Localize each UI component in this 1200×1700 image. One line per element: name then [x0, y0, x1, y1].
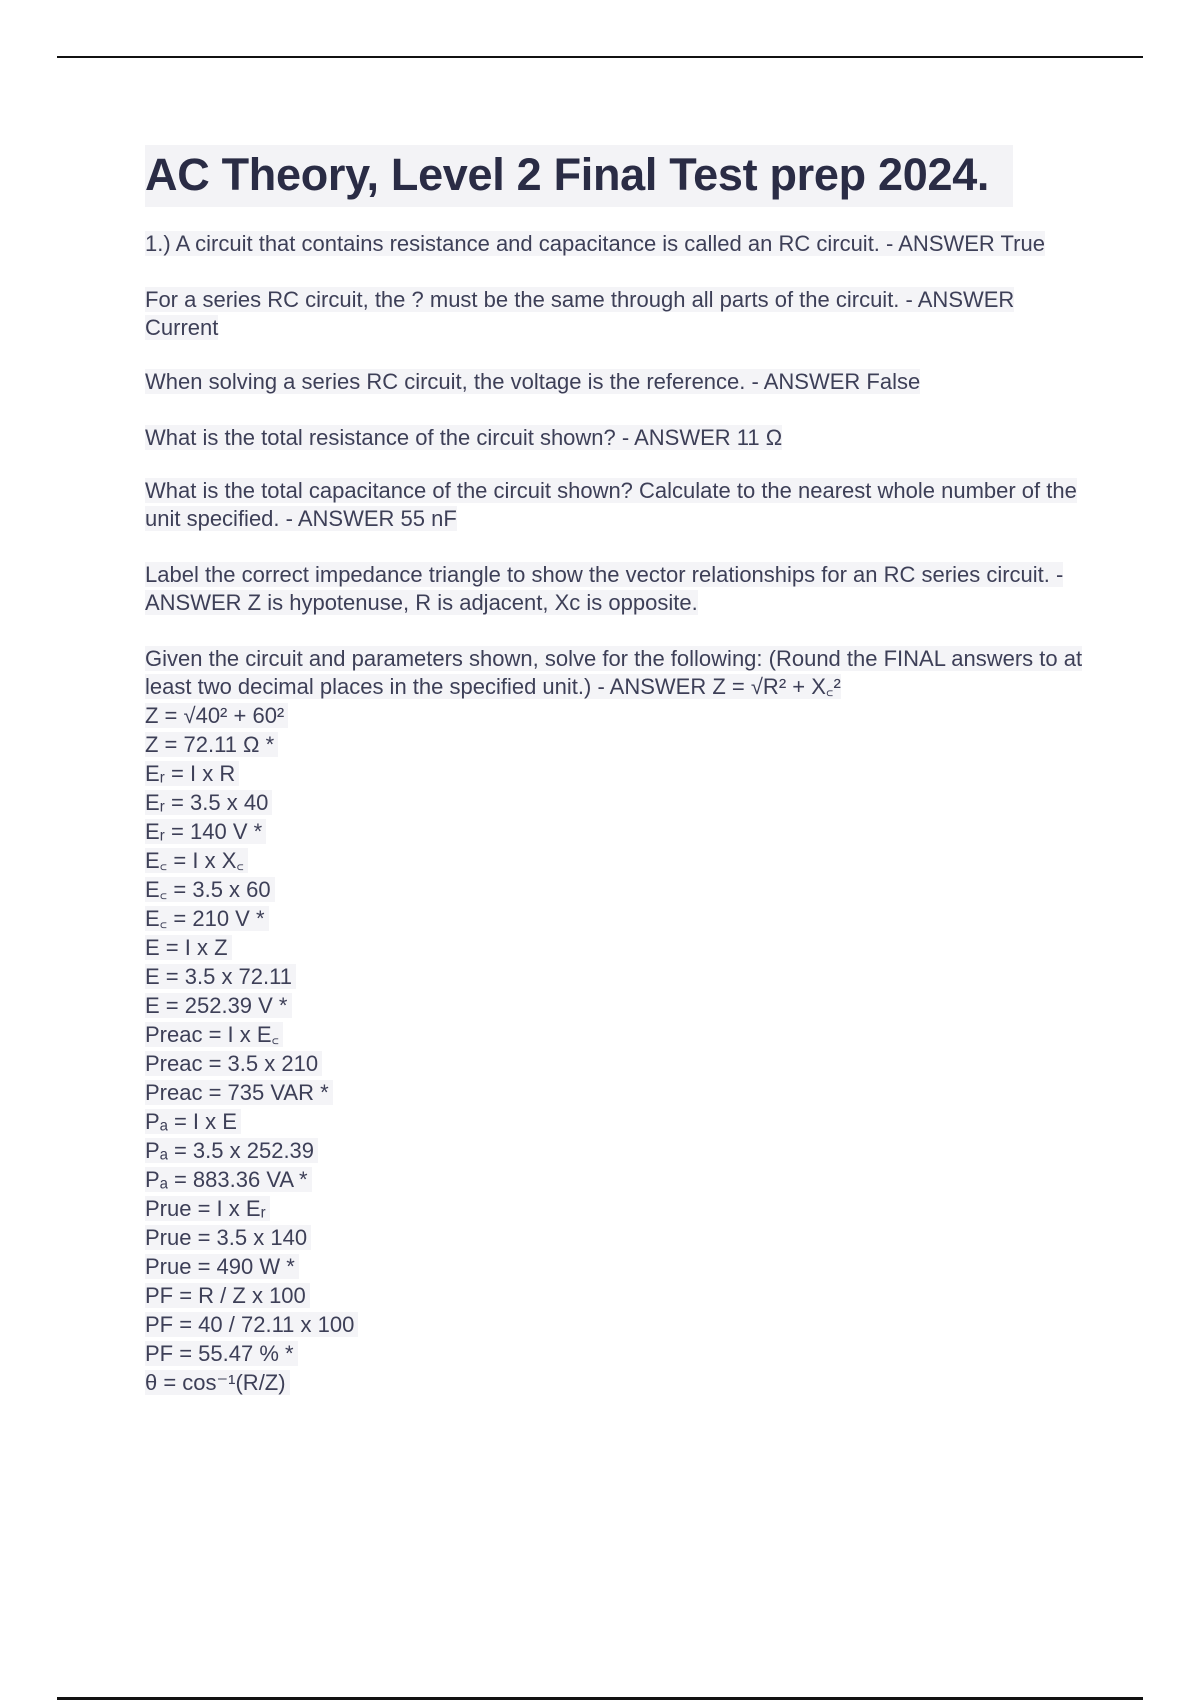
solution-line: Preaᴄ = 3.5 x 210	[145, 1049, 1090, 1078]
solution-line: Preaᴄ = 735 VAR *	[145, 1078, 1090, 1107]
qa-text: Given the circuit and parameters shown, solve for the following: (Round the FINAL answers to at least two decimal places in the specified unit.) - ANSWER Z = √R² + X꜀²	[145, 646, 1083, 699]
solution-lines	[145, 701, 1090, 1397]
solution-line: Pₐ = 3.5 x 252.39	[145, 1136, 1090, 1165]
qa-text: For a series RC circuit, the ? must be the same through all parts of the circuit. - ANSWER Current	[145, 287, 1015, 340]
document-body	[145, 145, 1090, 1397]
solution-line: PF = 40 / 72.11 x 100	[145, 1310, 1090, 1339]
solution-line: θ = cos⁻¹(R/Z)	[145, 1368, 1090, 1397]
qa-item-4	[145, 424, 1090, 452]
solution-line: Prue = 490 W *	[145, 1252, 1090, 1281]
solution-line: Pₐ = 883.36 VA *	[145, 1165, 1090, 1194]
solution-line: Eᵣ = 3.5 x 40	[145, 788, 1090, 817]
solution-line: E꜀ = 210 V *	[145, 904, 1090, 933]
solution-line: Prue = I x Eᵣ	[145, 1194, 1090, 1223]
solution-line: E = I x Z	[145, 933, 1090, 962]
qa-text: 1.) A circuit that contains resistance and capacitance is called an RC circuit. - ANSWER True	[145, 231, 1045, 256]
qa-item-5	[145, 477, 1090, 533]
qa-text: What is the total resistance of the circuit shown? - ANSWER 11 Ω	[145, 425, 783, 450]
document-title: AC Theory, Level 2 Final Test prep 2024.	[145, 145, 1013, 207]
solution-line: E = 252.39 V *	[145, 991, 1090, 1020]
solution-line: Prue = 3.5 x 140	[145, 1223, 1090, 1252]
solution-line: E꜀ = I x X꜀	[145, 846, 1090, 875]
solution-line: PF = R / Z x 100	[145, 1281, 1090, 1310]
solution-line: Z = √40² + 60²	[145, 701, 1090, 730]
solution-line: PF = 55.47 % *	[145, 1339, 1090, 1368]
solution-line: Z = 72.11 Ω *	[145, 730, 1090, 759]
solution-line: E = 3.5 x 72.11	[145, 962, 1090, 991]
qa-text: What is the total capacitance of the circuit shown? Calculate to the nearest whole number of the unit specified. - ANSWER 55 nF	[145, 478, 1077, 531]
qa-item-1	[145, 230, 1090, 258]
qa-item-7	[145, 645, 1090, 701]
solution-line: Eᵣ = I x R	[145, 759, 1090, 788]
qa-item-6	[145, 561, 1090, 617]
solution-line: Eᵣ = 140 V *	[145, 817, 1090, 846]
solution-line: E꜀ = 3.5 x 60	[145, 875, 1090, 904]
solution-line: Preaᴄ = I x E꜀	[145, 1020, 1090, 1049]
qa-item-2	[145, 286, 1090, 342]
qa-item-3	[145, 368, 1090, 396]
qa-text: When solving a series RC circuit, the voltage is the reference. - ANSWER False	[145, 369, 921, 394]
qa-text: Label the correct impedance triangle to show the vector relationships for an RC series circuit. - ANSWER Z is hypotenuse, R is adjacent, Xc is opposite.	[145, 562, 1064, 615]
top-rule	[57, 56, 1143, 58]
solution-line: Pₐ = I x E	[145, 1107, 1090, 1136]
